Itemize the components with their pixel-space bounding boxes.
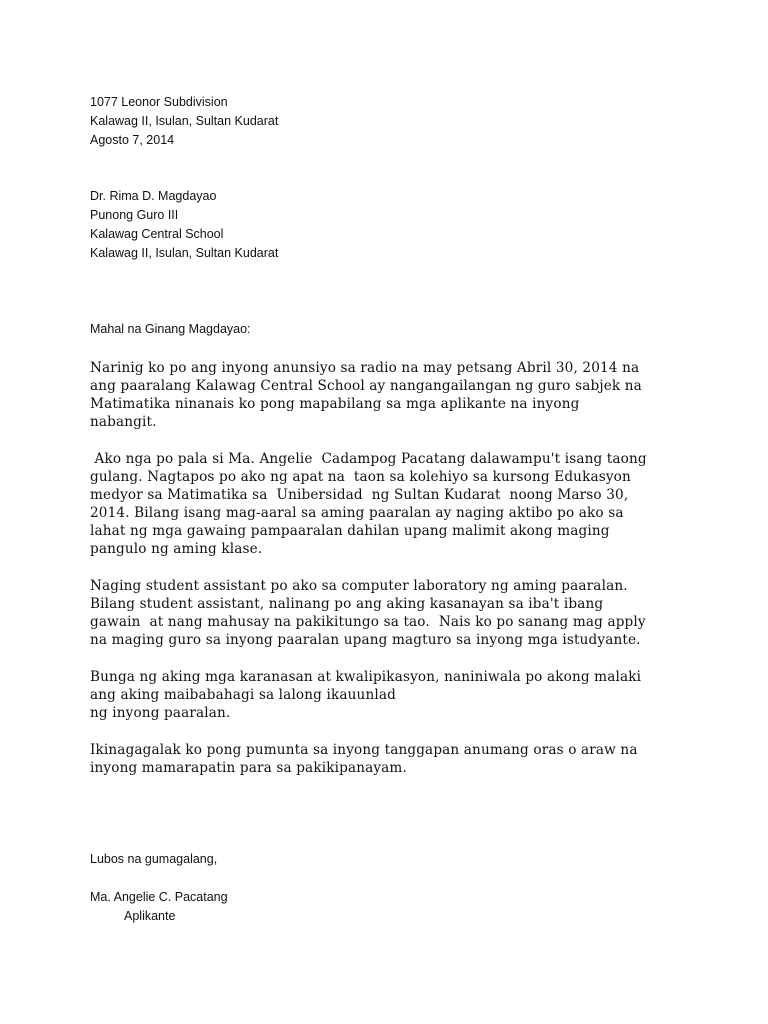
body-paragraph-1 xyxy=(90,359,690,431)
paragraph-line: nabangit. xyxy=(90,414,157,430)
paragraph-line: ang paaralang Kalawag Central School ay nangangailangan ng guro sabjek na xyxy=(90,378,642,394)
paragraph-line: medyor sa Matimatika sa Unibersidad ng Sultan Kudarat noong Marso 30, xyxy=(90,487,629,503)
letter-date: Agosto 7, 2014 xyxy=(90,133,175,147)
paragraph-line: na maging guro sa inyong paaralan upang magturo sa inyong mga istudyante. xyxy=(90,632,641,648)
recipient-name: Dr. Rima D. Magdayao xyxy=(90,189,217,203)
salutation xyxy=(90,320,690,339)
paragraph-line: ang aking maibabahagi sa lalong ikauunlad xyxy=(90,687,396,703)
paragraph-line: Narinig ko po ang inyong anunsiyo sa radio na may petsang Abril 30, 2014 na xyxy=(90,360,640,376)
sender-address-line: 1077 Leonor Subdivision xyxy=(90,95,228,109)
body-paragraph-5 xyxy=(90,741,690,777)
sender-address-block xyxy=(90,93,690,150)
signature-name: Ma. Angelie C. Pacatang xyxy=(90,890,228,904)
paragraph-line: Matimatika ninanais ko pong mapabilang sa mga aplikante na inyong xyxy=(90,396,580,412)
paragraph-line: ng inyong paaralan. xyxy=(90,705,231,721)
paragraph-line: inyong mamarapatin para sa pakikipanayam. xyxy=(90,760,407,776)
paragraph-line: gulang. Nagtapos po ako ng apat na taon sa kolehiyo sa kursong Edukasyon xyxy=(90,469,631,485)
recipient-address-block xyxy=(90,187,690,263)
body-paragraph-2 xyxy=(90,450,690,558)
paragraph-line: lahat ng mga gawaing pampaaralan dahilan upang malimit akong maging xyxy=(90,523,610,539)
paragraph-line: Ikinagagalak ko pong pumunta sa inyong tanggapan anumang oras o araw na xyxy=(90,742,638,758)
closing-text: Lubos na gumagalang, xyxy=(90,852,218,866)
body-paragraph-3 xyxy=(90,577,690,649)
paragraph-line: Ako nga po pala si Ma. Angelie Cadampog Pacatang dalawampu't isang taong xyxy=(90,451,647,467)
paragraph-line: Bunga ng aking mga karanasan at kwalipikasyon, naniniwala po akong malaki xyxy=(90,669,642,685)
paragraph-line: 2014. Bilang isang mag-aaral sa aming paaralan ay naging aktibo po ako sa xyxy=(90,505,624,521)
paragraph-line: gawain at nang mahusay na pakikitungo sa tao. Nais ko po sanang mag apply xyxy=(90,614,646,630)
body-paragraph-4 xyxy=(90,668,690,722)
salutation-text: Mahal na Ginang Magdayao: xyxy=(90,322,251,336)
signature-block xyxy=(90,888,690,926)
recipient-school: Kalawag Central School xyxy=(90,227,224,241)
recipient-address: Kalawag II, Isulan, Sultan Kudarat xyxy=(90,246,279,260)
sender-address-line: Kalawag II, Isulan, Sultan Kudarat xyxy=(90,114,279,128)
recipient-position: Punong Guro III xyxy=(90,208,179,222)
paragraph-line: Bilang student assistant, nalinang po ang aking kasanayan sa iba't ibang xyxy=(90,596,604,612)
signature-title: Aplikante xyxy=(124,909,176,923)
paragraph-line: pangulo ng aming klase. xyxy=(90,541,263,557)
paragraph-line: Naging student assistant po ako sa computer laboratory ng aming paaralan. xyxy=(90,578,628,594)
closing xyxy=(90,850,690,869)
